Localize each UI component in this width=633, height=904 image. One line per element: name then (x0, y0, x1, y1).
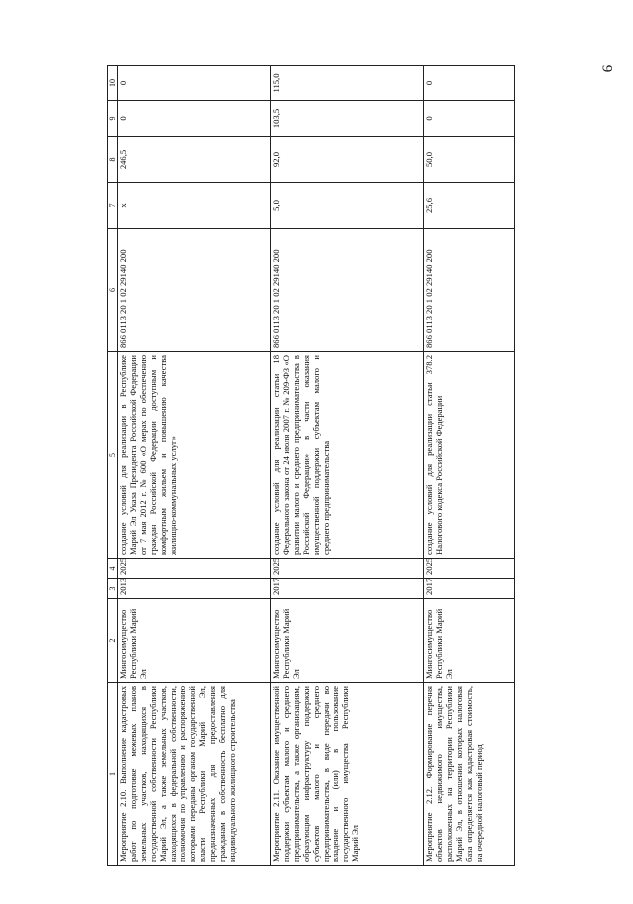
column-header: 9 (108, 101, 118, 137)
column-header: 4 (108, 559, 118, 579)
value-cell-9: 0 (424, 101, 515, 137)
value-cell-10: 0 (118, 66, 271, 101)
table-row (271, 66, 424, 866)
result-cell: создание условий для реализации в Республике Марий Эл Указа Президента Российской Федерации от 7 мая 2012 г. № 600 «О мерах по обеспечению граждан Российской Федерации доступным и комфортным жильем и повышению качества жилищно-коммунальных услуг» (118, 352, 271, 559)
column-header: 6 (108, 229, 118, 352)
program-measures-table (107, 65, 515, 866)
measure-cell: Мероприятие 2.11. Оказание имущественной поддержки субъектам малого и среднего предпринимательства, а также организациям, образующим инфраструктуру поддержки субъектов малого и среднего предпринимательства, в виде передачи во владение и (или) в пользование государственного имущества Республики Марий Эл (271, 683, 424, 866)
value-cell-9: 0 (118, 101, 271, 137)
column-header: 1 (108, 683, 118, 866)
value-cell-8: 246,5 (118, 137, 271, 183)
executor-cell: Мингосимущество Республики Марий Эл (424, 599, 515, 683)
column-header: 10 (108, 66, 118, 101)
budget-code-cell: 866 0113 20 1 02 29140 200 (271, 229, 424, 352)
executor-cell: Мингосимущество Республики Марий Эл (118, 599, 271, 683)
measure-cell: Мероприятие 2.12. Формирование перечня объектов недвижимого имущества, расположенных на территории Республики Марий Эл, в отношении которых налоговая база определяется как кадастровая стоимость, на очередной налоговый период (424, 683, 515, 866)
value-cell-7: 5,0 (271, 183, 424, 229)
rotated-table-sheet (107, 66, 527, 866)
result-cell: создание условий для реализации статьи 18 Федерального закона от 24 июля 2007 г. № 209-ФЗ «О развитии малого и среднего предпринимательства в Российской Федерации» в части оказания имущественной поддержки субъектам малого и среднего предпринимательства (271, 352, 424, 559)
column-header: 7 (108, 183, 118, 229)
budget-code-cell: 866 0113 20 1 02 29140 200 (424, 229, 515, 352)
end-year-cell: 2025 (424, 559, 515, 579)
value-cell-7: 25,6 (424, 183, 515, 229)
column-number-row (108, 66, 118, 866)
value-cell-8: 92,0 (271, 137, 424, 183)
budget-code-cell: 866 0113 20 1 02 29140 200 (118, 229, 271, 352)
executor-cell: Мингосимущество Республики Марий Эл (271, 599, 424, 683)
value-cell-9: 103,5 (271, 101, 424, 137)
table-row (424, 66, 515, 866)
value-cell-10: 115,0 (271, 66, 424, 101)
value-cell-8: 50,0 (424, 137, 515, 183)
start-year-cell: 2013 (118, 579, 271, 599)
column-header: 2 (108, 599, 118, 683)
value-cell-7: х (118, 183, 271, 229)
column-header: 8 (108, 137, 118, 183)
table-row (118, 66, 271, 866)
end-year-cell: 2025 (118, 559, 271, 579)
page-number: 9 (598, 64, 615, 73)
result-cell: создание условий для реализации статьи 378.2 Налогового кодекса Российской Федерации (424, 352, 515, 559)
end-year-cell: 2025 (271, 559, 424, 579)
start-year-cell: 2017 (424, 579, 515, 599)
measure-cell: Мероприятие 2.10. Выполнение кадастровых работ по подготовке межевых планов земельных участков, находящихся в государственной собственности Республики Марий Эл, а также земельных участков, находящихся в федеральной собственности, полномочия по управлению и распоряжению которыми переданы органам государственной власти Республики Марий Эл, предназначенных для предоставления гражданам в собственность бесплатно для индивидуального жилищного строительства (118, 683, 271, 866)
column-header: 3 (108, 579, 118, 599)
start-year-cell: 2017 (271, 579, 424, 599)
column-header: 5 (108, 352, 118, 559)
value-cell-10: 0 (424, 66, 515, 101)
